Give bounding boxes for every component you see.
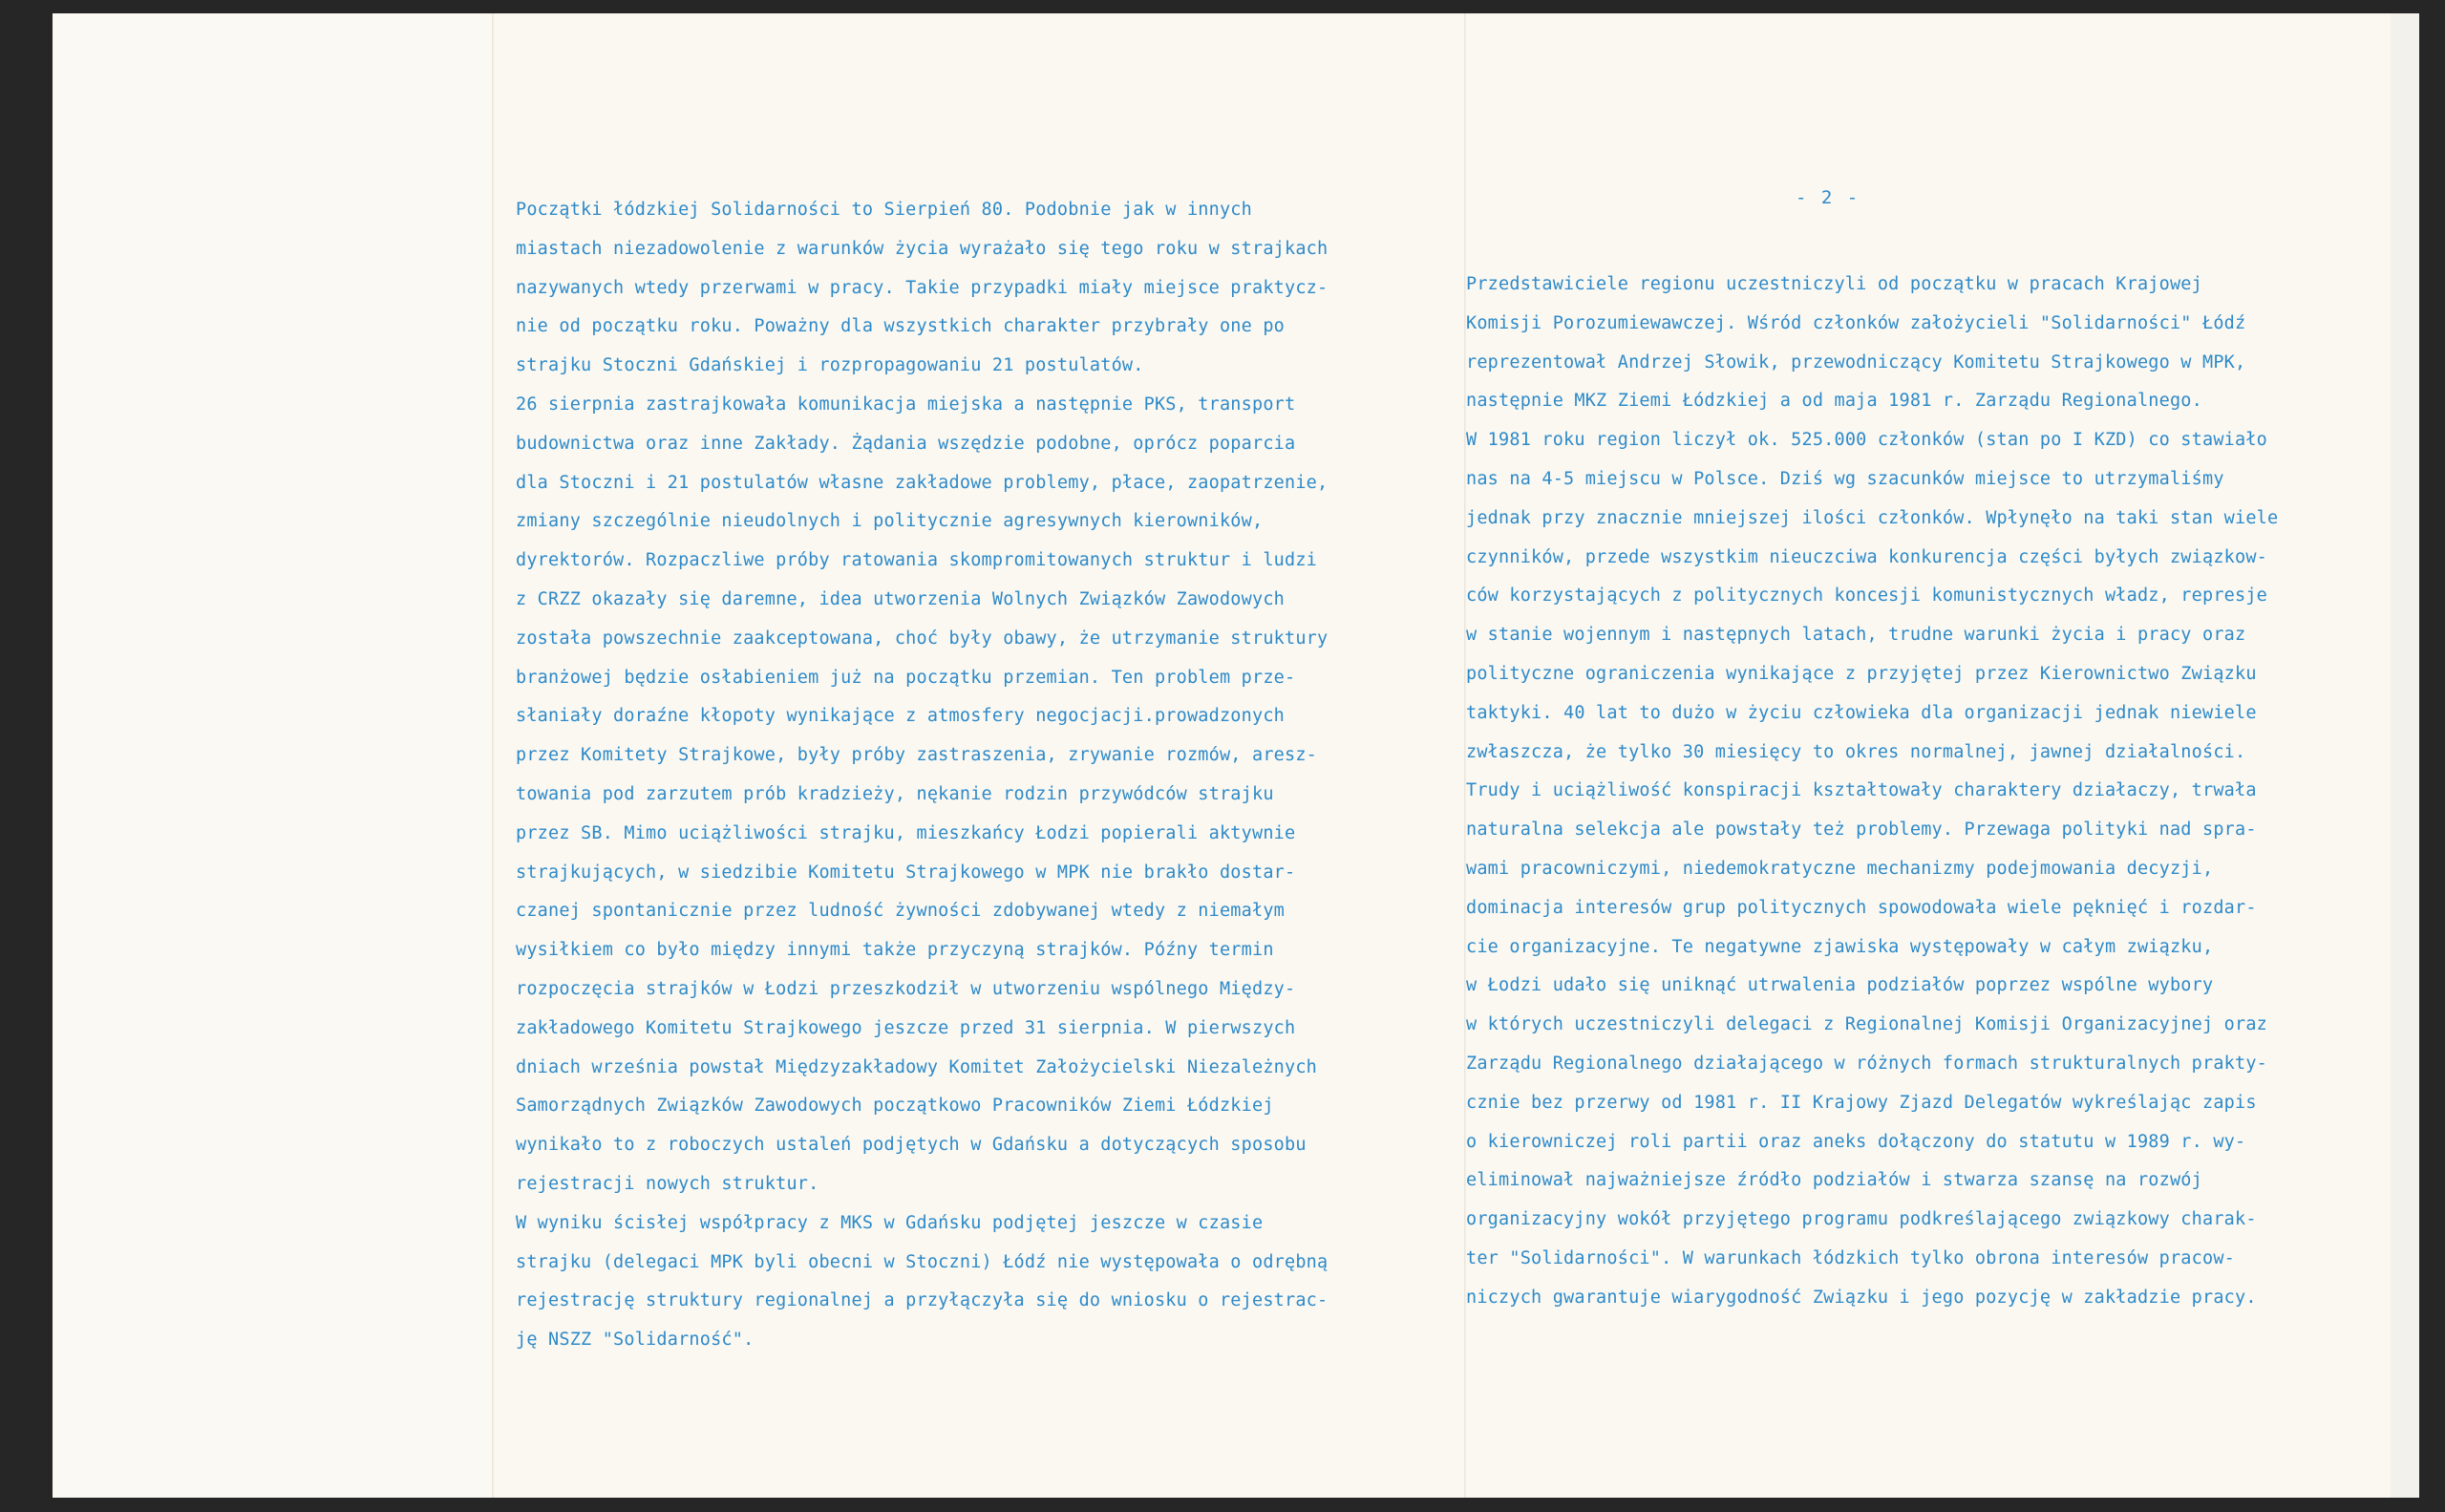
text-line: nas na 4-5 miejscu w Polsce. Dziś wg szacunków miejsce to utrzymaliśmy [1466, 468, 2224, 489]
text-line: W wyniku ścisłej współpracy z MKS w Gdańsku podjętej jeszcze w czasie [516, 1212, 1264, 1233]
text-line: strajku Stoczni Gdańskiej i rozpropagowaniu 21 postulatów. [516, 355, 1144, 376]
page-number: - 2 - [1796, 187, 1860, 208]
text-line: dominacja interesów grup politycznych spowodowała wiele pęknięć i rozdar- [1466, 897, 2257, 918]
text-line: organizacyjny wokół przyjętego programu podkreślającego związkowy charak- [1466, 1209, 2257, 1230]
text-line: niczych gwarantuje wiarygodność Związku i jego pozycję w zakładzie pracy. [1466, 1287, 2257, 1308]
text-line: wysiłkiem co było między innymi także przyczyną strajków. Późny termin [516, 940, 1274, 961]
text-line: Komisji Porozumiewawczej. Wśród członków założycieli "Solidarności" Łódź [1466, 312, 2246, 333]
text-line: rejestracji nowych struktur. [516, 1173, 819, 1194]
text-line: o kierowniczej roli partii oraz aneks dołączony do statutu w 1989 r. wy- [1466, 1131, 2246, 1152]
text-line: Początki łódzkiej Solidarności to Sierpień 80. Podobnie jak w innych [516, 200, 1252, 220]
text-line: ję NSZZ "Solidarność". [516, 1330, 755, 1351]
text-line: zakładowego Komitetu Strajkowego jeszcze przed 31 sierpnia. W pierwszych [516, 1017, 1296, 1038]
text-line: polityczne ograniczenia wynikające z przyjętej przez Kierownictwo Związku [1466, 663, 2257, 684]
text-line: jednak przy znacznie mniejszej ilości członków. Wpłynęło na taki stan wiele [1466, 507, 2279, 528]
text-line: czynników, przede wszystkim nieuczciwa konkurencja części byłych związkow- [1466, 546, 2268, 567]
text-line: słaniały doraźne kłopoty wynikające z atmosfery negocjacji.prowadzonych [516, 706, 1285, 727]
text-line: budownictwa oraz inne Zakłady. Żądania wszędzie podobne, oprócz poparcia [516, 433, 1296, 454]
text-line: zwłaszcza, że tylko 30 miesięcy to okres normalnej, jawnej działalności. [1466, 741, 2246, 762]
text-line: w Łodzi udało się uniknąć utrwalenia podziałów poprzez wspólne wybory [1466, 975, 2214, 996]
text-line: cie organizacyjne. Te negatywne zjawiska występowały w całym związku, [1466, 936, 2214, 957]
text-line: dla Stoczni i 21 postulatów własne zakładowe problemy, płace, zaopatrzenie, [516, 472, 1329, 493]
text-line: reprezentował Andrzej Słowik, przewodniczący Komitetu Strajkowego w MPK, [1466, 351, 2246, 373]
text-line: naturalna selekcja ale powstały też problemy. Przewaga polityki nad spra- [1466, 820, 2257, 841]
text-line: w stanie wojennym i następnych latach, trudne warunki życia i pracy oraz [1466, 625, 2246, 646]
text-line: ców korzystających z politycznych koncesji komunistycznych władz, represje [1466, 586, 2268, 607]
text-line: towania pod zarzutem prób kradzieży, nękanie rodzin przywódców strajku [516, 783, 1274, 804]
text-line: wynikało to z roboczych ustaleń podjętych w Gdańsku a dotyczących sposobu [516, 1135, 1307, 1156]
text-line: 26 sierpnia zastrajkowała komunikacja miejska a następnie PKS, transport [516, 394, 1296, 415]
text-line: strajku (delegaci MPK byli obecni w Stoczni) Łódź nie występowała o odrębną [516, 1251, 1329, 1272]
text-line: Trudy i uciążliwość konspiracji kształtowały charaktery działaczy, trwała [1466, 780, 2257, 801]
text-line: nazywanych wtedy przerwami w pracy. Takie przypadki miały miejsce praktycz- [516, 277, 1329, 298]
right-edge [2391, 13, 2419, 1498]
text-line: Zarządu Regionalnego działającego w różnych formach strukturalnych prakty- [1466, 1053, 2268, 1074]
text-line: została powszechnie zaakceptowana, choć były obawy, że utrzymanie struktury [516, 628, 1329, 649]
text-line: przez Komitety Strajkowe, były próby zastraszenia, zrywanie rozmów, aresz- [516, 745, 1318, 766]
text-line: eliminował najważniejsze źródło podziałów i stwarza szansę na rozwój [1466, 1170, 2202, 1191]
text-line: przez SB. Mimo uciążliwości strajku, mieszkańcy Łodzi popierali aktywnie [516, 822, 1296, 843]
text-line: z CRZZ okazały się daremne, idea utworzenia Wolnych Związków Zawodowych [516, 588, 1285, 609]
text-line: dniach września powstał Międzyzakładowy Komitet Założycielski Niezależnych [516, 1056, 1318, 1077]
text-line: strajkujących, w siedzibie Komitetu Strajkowego w MPK nie brakło dostar- [516, 862, 1296, 883]
text-line: zmiany szczególnie nieudolnych i politycznie agresywnych kierowników, [516, 511, 1264, 532]
text-line: dyrektorów. Rozpaczliwe próby ratowania skompromitowanych struktur i ludzi [516, 550, 1318, 571]
text-line: wami pracowniczymi, niedemokratyczne mechanizmy podejmowania decyzji, [1466, 858, 2214, 879]
text-line: Przedstawiciele regionu uczestniczyli od początku w pracach Krajowej [1466, 274, 2202, 294]
text-line: W 1981 roku region liczył ok. 525.000 członków (stan po I KZD) co stawiało [1466, 430, 2268, 451]
left-flap [53, 13, 492, 1498]
text-line: nie od początku roku. Poważny dla wszystkich charakter przybrały one po [516, 316, 1285, 337]
text-line: branżowej będzie osłabieniem już na początku przemian. Ten problem prze- [516, 667, 1296, 688]
right-text-column [1466, 266, 2278, 1318]
text-line: rejestrację struktury regionalnej a przyłączyła się do wniosku o rejestrac- [516, 1290, 1329, 1311]
fold-line-left [492, 13, 495, 1498]
text-line: ter "Solidarności". W warunkach łódzkich tylko obrona interesów pracow- [1466, 1247, 2235, 1268]
left-text-column [516, 191, 1328, 1360]
text-line: następnie MKZ Ziemi Łódzkiej a od maja 1981 r. Zarządu Regionalnego. [1466, 391, 2202, 412]
text-line: rozpoczęcia strajków w Łodzi przeszkodził w utworzeniu wspólnego Między- [516, 978, 1296, 999]
text-line: taktyki. 40 lat to dużo w życiu człowieka dla organizacji jednak niewiele [1466, 702, 2257, 723]
text-line: w których uczestniczyli delegaci z Regionalnej Komisji Organizacyjnej oraz [1466, 1014, 2268, 1035]
text-line: cznie bez przerwy od 1981 r. II Krajowy Zjazd Delegatów wykreślając zapis [1466, 1092, 2257, 1113]
text-line: czanej spontanicznie przez ludność żywności zdobywanej wtedy z niemałym [516, 901, 1285, 922]
text-line: Samorządnych Związków Zawodowych początkowo Pracowników Ziemi Łódzkiej [516, 1096, 1274, 1117]
text-line: miastach niezadowolenie z warunków życia wyrażało się tego roku w strajkach [516, 238, 1329, 259]
